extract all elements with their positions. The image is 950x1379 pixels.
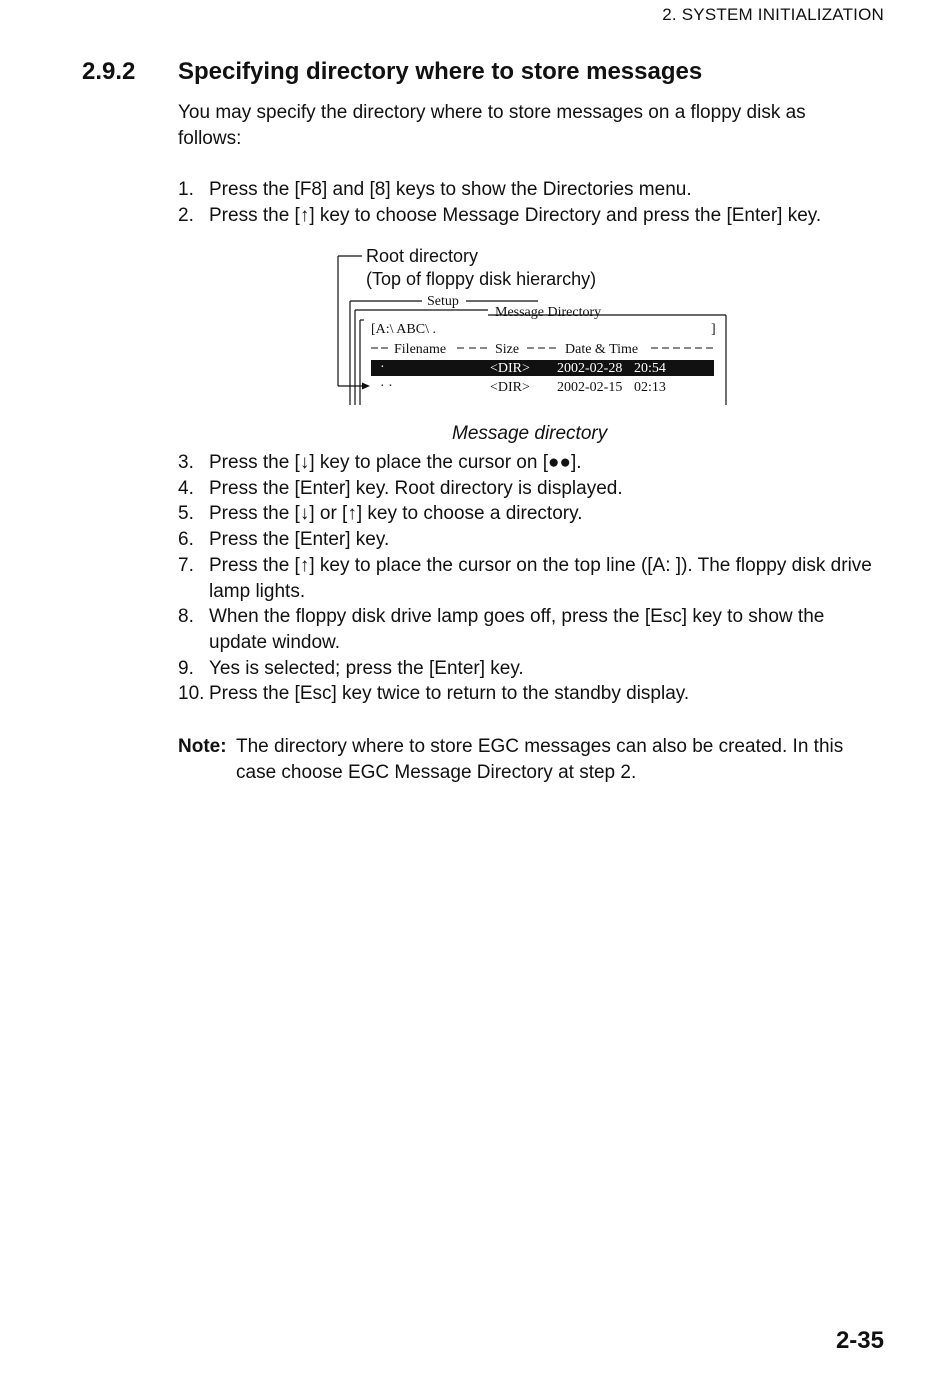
step-number: 1. bbox=[178, 179, 194, 200]
step-number: 7. bbox=[178, 555, 194, 576]
column-filename: Filename bbox=[394, 342, 447, 357]
row-size: <DIR> bbox=[490, 380, 530, 395]
row-date: 2002-02-28 bbox=[557, 361, 623, 376]
step-text: Press the [↑] key to choose Message Directory and press the [Enter] key. bbox=[209, 205, 822, 226]
step-text: Press the [↓] key to place the cursor on [●●]. bbox=[209, 452, 582, 473]
root-directory-callout-note: (Top of floppy disk hierarchy) bbox=[366, 269, 597, 289]
step-text: When the floppy disk drive lamp goes off, press the [Esc] key to show the update window. bbox=[209, 606, 825, 653]
step-text: Press the [Enter] key. bbox=[209, 529, 390, 550]
step-text: Press the [Esc] key twice to return to the standby display. bbox=[209, 683, 690, 704]
step-number: 5. bbox=[178, 503, 194, 524]
running-header: 2. SYSTEM INITIALIZATION bbox=[662, 5, 884, 24]
intro-paragraph: You may specify the directory where to store messages on a floppy disk as follows: bbox=[178, 102, 806, 149]
section-title: Specifying directory where to store messages bbox=[178, 58, 703, 85]
page-number: 2-35 bbox=[835, 1327, 884, 1354]
row-time: 20:54 bbox=[634, 361, 666, 376]
step-number: 9. bbox=[178, 658, 194, 679]
row-date: 2002-02-15 bbox=[557, 380, 623, 395]
step-text: Press the [Enter] key. Root directory is displayed. bbox=[209, 478, 623, 499]
step-number: 10. bbox=[178, 683, 205, 704]
step-text: Press the [F8] and [8] keys to show the Directories menu. bbox=[209, 179, 692, 200]
row-filename: · · bbox=[380, 379, 393, 394]
message-directory-figure bbox=[0, 0, 950, 420]
step-number: 6. bbox=[178, 529, 194, 550]
directory-path-close: ] bbox=[711, 322, 716, 337]
message-directory-window-title: Message Directory bbox=[495, 305, 602, 320]
note-label: Note: bbox=[178, 736, 227, 757]
figure-caption: Message directory bbox=[452, 423, 608, 444]
root-directory-callout: Root directory bbox=[366, 246, 479, 266]
step-number: 3. bbox=[178, 452, 194, 473]
row-filename: · bbox=[380, 360, 385, 375]
step-number: 2. bbox=[178, 205, 194, 226]
step-text: Yes is selected; press the [Enter] key. bbox=[209, 658, 524, 679]
note-text: The directory where to store EGC messages can also be created. In this case choose EGC Message Directory at step 2. bbox=[236, 736, 844, 783]
row-size: <DIR> bbox=[490, 361, 530, 376]
row-time: 02:13 bbox=[634, 380, 666, 395]
step-number: 8. bbox=[178, 606, 194, 627]
step-text: Press the [↓] or [↑] key to choose a directory. bbox=[209, 503, 583, 524]
column-size: Size bbox=[495, 342, 520, 357]
directory-path: [A:\ ABC\ . bbox=[371, 322, 436, 337]
step-number: 4. bbox=[178, 478, 194, 499]
column-date-time: Date & Time bbox=[565, 342, 639, 357]
section-number: 2.9.2 bbox=[82, 58, 136, 85]
setup-window-label: Setup bbox=[427, 294, 459, 309]
step-text: Press the [↑] key to place the cursor on the top line ([A: ]). The floppy disk drive lamp lights. bbox=[209, 555, 872, 602]
